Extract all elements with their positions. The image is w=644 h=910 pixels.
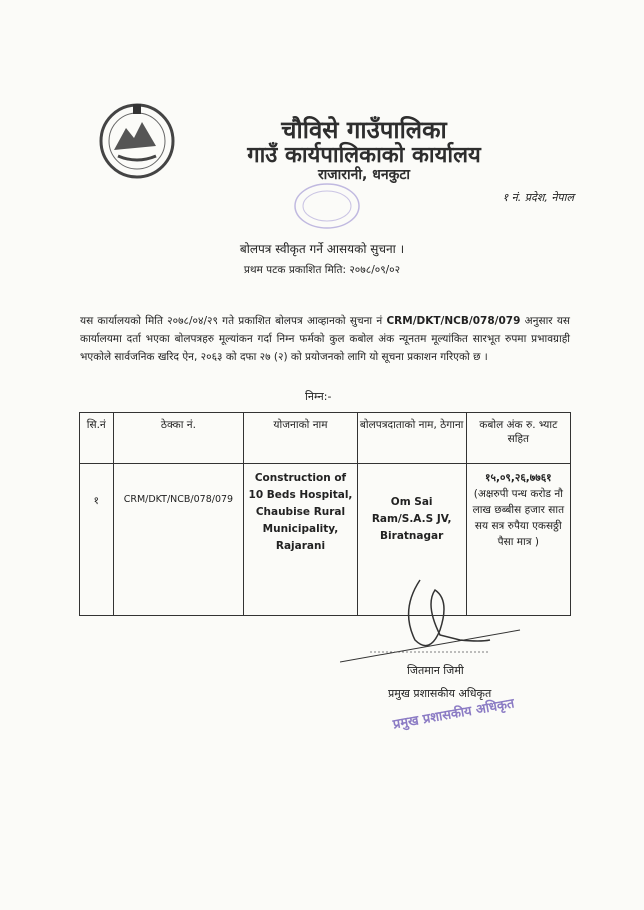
notice-body: यस कार्यालयको मिति २०७८/०४/२९ गते प्रकाशित बोलपत्र आव्हानको सुचना नं CRM/DKT/NCB/078/079 अनुसार यस कार्यालयमा दर्ता भएका बोलपत्रहरु मूल्यांकन गर्दा निम्न फर्मको कुल कबोल अंक न्यूनतम मूल्यांकित सारभूत रुपमा प्रभावग्राही भएकोले सार्वजनिक खरिद ऐन, २०६३ को दफा २७ (२) को प्रयोजनको लागि यो सूचना प्रकाशन गरिएको छ ।	[80, 315, 571, 363]
col-contract: ठेक्का नं.	[113, 413, 244, 464]
office-location: राजारानी, धनकुटा	[317, 167, 411, 183]
table-header-row	[80, 413, 571, 464]
amount-figure: १५,०९,२६,७७६१	[485, 472, 552, 484]
signatory-name: जितमान जिमी	[407, 664, 464, 677]
cell-bidder: Om Sai Ram/S.A.S JV, Biratnagar	[357, 464, 466, 616]
col-bidder: बोलपत्रदाताको नाम, ठेगाना	[357, 413, 466, 464]
designation-stamp: प्रमुख प्रशासकीय अधिकृत	[391, 696, 516, 733]
signatory-title: प्रमुख प्रशासकीय अधिकृत	[388, 687, 492, 700]
cell-sn: १	[80, 464, 114, 616]
office-seal-icon	[292, 180, 362, 232]
office-name-line1: चौविसे गाउँपालिका	[281, 116, 447, 144]
tender-reference: CRM/DKT/NCB/078/079	[386, 315, 521, 327]
below-label: निम्न:-	[305, 390, 332, 403]
col-amount: कबोल अंक रु. भ्याट सहित	[466, 413, 570, 464]
col-project: योजनाको नाम	[244, 413, 357, 464]
publication-date: प्रथम पटक प्रकाशित मिति: २०७८/०९/०२	[243, 264, 401, 276]
office-name-line2: गाउँ कार्यपालिकाको कार्यालय	[247, 143, 481, 168]
amount-words: (अक्षरुपी पन्ध करोड नौ लाख छब्बीस हजार सात सय सत्र रुपैया एकसठ्ठी पैसा मात्र )	[472, 488, 565, 548]
notice-title: बोलपत्र स्वीकृत गर्ने आसयको सुचना ।	[239, 242, 405, 256]
province-address: १ नं. प्रदेश, नेपाल	[502, 191, 574, 204]
col-sn: सि.नं	[80, 413, 114, 464]
signature-icon	[340, 570, 540, 665]
cell-contract: CRM/DKT/NCB/078/079	[113, 464, 244, 616]
cell-project: Construction of 10 Beds Hospital, Chaubise Rural Municipality, Rajarani	[244, 464, 357, 616]
